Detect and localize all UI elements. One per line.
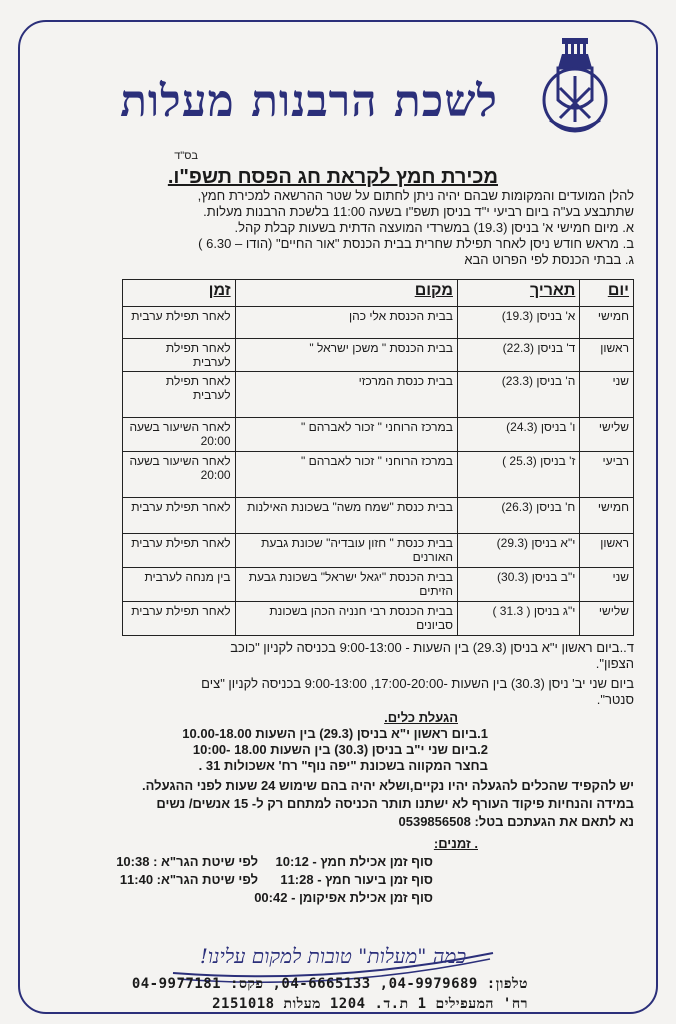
item-g: ג. בבתי הכנסת לפי הפרוט הבא (464, 252, 634, 267)
cell-date: ח' בניסן (26.3) (457, 498, 579, 534)
cell-time: לאחר תפילת ערבית (123, 602, 236, 636)
cell-place: בבית הכנסת "יגאל ישראל" בשכונת גבעת הזיתים (235, 568, 457, 602)
table-row (123, 418, 634, 452)
cell-day: ראשון (580, 534, 634, 568)
kashering-note-3: נא לתאם את הגעתכם בטל: 0539856508 (398, 814, 634, 829)
cell-day: שלישי (580, 418, 634, 452)
cell-place: בבית הכנסת רבי חנניה הכהן בשכונת סביונים (235, 602, 457, 636)
cell-date: י"ב בניסן (30.3) (457, 568, 579, 602)
cell-place: בבית כנסת "שמח משה" בשכונת האילנות (235, 498, 457, 534)
item-d-line-1: ד..ביום ראשון י"א בניסן (29.3) בין השעות - 9:00-13:00 בכניסה לקניון "כוכב (230, 640, 634, 655)
cell-time: לאחר תפילת לערבית (123, 372, 236, 418)
table-row (123, 307, 634, 339)
schedule-table (122, 279, 634, 636)
kashering-line-2: 2.ביום שני י"ב בניסן (30.3) בין השעות 18.00 -10:00 (192, 742, 488, 757)
item-d-line-3: ביום שני יב' ניסן (30.3) בין השעות -17:00-20:00, 9:00-13:00 בכניסה לקניון "צים (201, 676, 634, 691)
cell-date: ז' בניסן (25.3 ) (457, 452, 579, 498)
cell-time: לאחר תפילת ערבית (123, 307, 236, 339)
cell-date: ה' בניסן (23.3) (457, 372, 579, 418)
kashering-title: הגעלת כלים. (384, 710, 458, 725)
cell-place: בבית הכנסת " משכן ישראל " (235, 339, 457, 372)
header-time: זמן (123, 280, 236, 307)
kashering-line-3: בחצר המקווה בשכונת "יפה נוף" רח' אשכולות 31 . (198, 758, 488, 773)
cell-place: בבית הכנסת אלי כהן (235, 307, 457, 339)
cell-day: שני (580, 568, 634, 602)
cell-time: לאחר תפילת ערבית (123, 498, 236, 534)
table-header-row (123, 280, 634, 307)
cell-date: י"ג בניסן ( 31.3 ) (457, 602, 579, 636)
table-row (123, 602, 634, 636)
times-title: . זמנים: (433, 836, 478, 851)
table-row (123, 372, 634, 418)
cell-date: ד' בניסן (22.3) (457, 339, 579, 372)
table-row (123, 534, 634, 568)
cell-place: בבית כנסת המרכזי (235, 372, 457, 418)
cell-date: א' בניסן (19.3) (457, 307, 579, 339)
cell-place: במרכז הרוחני " זכור לאברהם " (235, 418, 457, 452)
time-gra-eat: לפי שיטת הגר"א : 10:38 (116, 854, 258, 869)
header-place: מקום (235, 280, 457, 307)
item-b: ב. מראש חודש ניסן לאחר תפילת שחרית בבית הכנסת "אור החיים" (הודו – 6.30 ) (198, 236, 634, 251)
cell-date: י"א בניסן (29.3) (457, 534, 579, 568)
kashering-note-1: יש להקפיד שהכלים להגעלה יהיו נקיים,ושלא יהיה בהם שימוש 24 שעות לפני ההגעלה. (142, 778, 634, 793)
cell-place: בבית כנסת " חזון עובדיה" שכונת גבעת האורנים (235, 534, 457, 568)
kashering-note-2: במידה והנחיות פיקוד העורף לא ישתנו תותר הכניסה למתחם רק ל- 15 אנשים/ נשים (156, 796, 634, 811)
header-title: לשכת הרבנות מעלות (120, 76, 498, 127)
contact-address: רח' המעפילים 1 ת.ד. 1204 מעלות 2151018 (212, 996, 528, 1012)
cell-time: בין מנחה לערבית (123, 568, 236, 602)
table-row (123, 452, 634, 498)
document (28, 28, 648, 1012)
intro-line-1: להלן המועדים והמקומות שבהם יהיה ניתן לחתום על שטר ההרשאה למכירת חמץ, (197, 188, 634, 203)
cell-day: חמישי (580, 307, 634, 339)
time-gra-burn: לפי שיטת הגר"א: 11:40 (119, 872, 258, 887)
header-date: תאריך (457, 280, 579, 307)
rabbinate-logo (540, 38, 610, 142)
cell-day: רביעי (580, 452, 634, 498)
item-d-line-2: הצפון". (595, 656, 634, 671)
item-d-line-4: סנטר". (596, 692, 634, 707)
cell-day: שלישי (580, 602, 634, 636)
header-day: יום (580, 280, 634, 307)
kashering-line-1: 1.ביום ראשון י"א בניסן (29.3) בין השעות 10.00-18.00 (182, 726, 488, 741)
cell-place: במרכז הרוחני " זכור לאברהם " (235, 452, 457, 498)
bsd-mark: בס"ד (174, 150, 198, 162)
cell-time: לאחר תפילת ערבית (123, 534, 236, 568)
time-eat-chametz: סוף זמן אכילת חמץ - 10:12 (275, 854, 433, 869)
table-row (123, 339, 634, 372)
table-row (123, 568, 634, 602)
cell-time: לאחר השיעור בשעה 20:00 (123, 418, 236, 452)
cell-date: ו' בניסן (24.3) (457, 418, 579, 452)
page-title: מכירת חמץ לקראת חג הפסח תשפ"ו. (167, 166, 498, 188)
item-a: א. מיום חמישי א' בניסן (19.3) במשרדי המועצה הדתית בשעות קבלת קהל. (234, 220, 634, 235)
cell-day: ראשון (580, 339, 634, 372)
cell-day: שני (580, 372, 634, 418)
time-afikoman: סוף זמן אכילת אפיקומן - 00:42 (254, 890, 433, 905)
contact-phones: טלפון: 04-9979689, 04-6665133, פקס: 04-9977181 (131, 976, 528, 992)
slogan-text: כמה "מעלות" טובות למקום עלינו! (199, 944, 467, 968)
table-row (123, 498, 634, 534)
cell-time: לאחר השיעור בשעה 20:00 (123, 452, 236, 498)
cell-day: חמישי (580, 498, 634, 534)
cell-time: לאחר תפילת לערבית (123, 339, 236, 372)
intro-line-2: שתתבצע בע"ה ביום רביעי י"ד בניסן תשפ"ו בשעה 11:00 בלשכת הרבנות מעלות. (203, 204, 634, 219)
time-burn-chametz: סוף זמן ביעור חמץ - 11:28 (280, 872, 433, 887)
